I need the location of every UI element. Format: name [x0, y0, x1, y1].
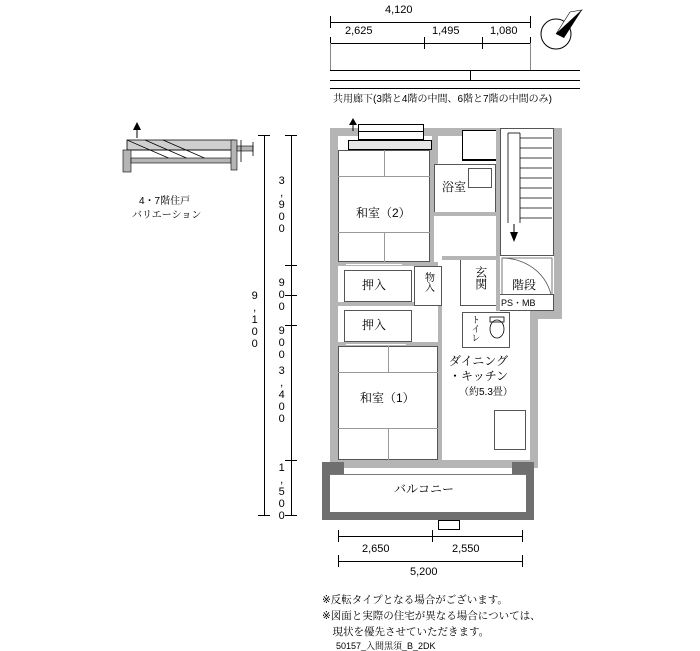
washitsu1-tatami-line3	[388, 346, 389, 372]
top-ext-line-right	[530, 43, 531, 71]
partition-wall-mid-h2	[338, 302, 414, 306]
variation-sketch	[115, 122, 260, 187]
bottom-seg-2: 2,550	[452, 543, 480, 555]
bottom-total-dim-line	[338, 561, 522, 562]
left-seg-2-3: 900 900	[275, 277, 288, 361]
bottom-seg-tick-1	[432, 530, 433, 542]
left-seg-tick-4	[285, 460, 297, 461]
variation-label-1: 4・7階住戸	[139, 196, 191, 207]
left-total-dimension: 9,100	[248, 290, 261, 350]
closet-lower-label: 押入	[362, 318, 387, 332]
corridor-line-step	[470, 70, 471, 80]
plan-wall-left	[330, 128, 338, 468]
kitchen-counter	[494, 410, 526, 450]
partition-wall-vert-dk	[438, 306, 442, 460]
corridor-line-mid-right	[470, 80, 580, 81]
left-total-tick-top	[258, 135, 270, 136]
bottom-seg-tick-0	[338, 530, 339, 542]
variation-label-2: バリエーション	[132, 210, 202, 221]
balcony-inner-line	[330, 474, 526, 475]
dk-label-1: ダイニング	[449, 354, 509, 368]
washitsu2-tatami-line2	[384, 150, 385, 176]
partition-wall-vert-bath	[430, 150, 434, 262]
corridor-line-bottom	[330, 88, 580, 89]
bottom-total-tick-left	[338, 555, 339, 567]
balcony-rail-front	[322, 512, 534, 520]
note-line-2: ※図面と実際の住宅が異なる場合については、	[322, 610, 541, 622]
balcony-wall-right	[512, 462, 534, 474]
genkan-label: 玄関	[473, 266, 488, 290]
sliding-door-2	[346, 344, 406, 345]
note-line-3: 現状を優先させていただきます。	[322, 626, 490, 638]
top-seg-tick-2	[482, 37, 483, 49]
ps-mb-label: PS・MB	[501, 298, 536, 308]
plan-wall-right	[554, 128, 562, 318]
stairs-label: 階段	[512, 278, 537, 292]
top-total-dim-tick-left	[330, 16, 331, 28]
top-seg-tick-1	[424, 37, 425, 49]
note-line-1: ※反転タイプとなる場合がございます。	[322, 594, 508, 606]
bathtub	[468, 168, 492, 188]
bottom-seg-1: 2,650	[362, 543, 390, 555]
balcony-label: バルコニー	[394, 482, 455, 496]
top-seg-2: 1,495	[432, 25, 460, 37]
left-seg-5: 1,500	[275, 462, 288, 522]
left-seg-1: 3,900	[275, 175, 288, 235]
corridor-line-top	[330, 70, 580, 71]
closet-upper-label: 押入	[362, 278, 387, 292]
file-code-label: 50157_入間黒須_B_2DK	[336, 641, 436, 651]
dk-label-2: ・キッチン	[449, 369, 509, 383]
toilet-label: トイレ	[470, 315, 481, 342]
left-total-tick-bottom	[258, 515, 270, 516]
partition-wall-bath-bottom	[434, 212, 500, 216]
top-window-line	[358, 131, 424, 132]
washitsu1-tatami-line1	[338, 372, 438, 373]
top-seg-3: 1,080	[490, 25, 518, 37]
bottom-seg-tick-2	[522, 530, 523, 542]
washitsu1-label: 和室（1）	[360, 391, 415, 405]
top-total-dim-tick-right	[530, 16, 531, 28]
stairs-icon	[500, 128, 554, 256]
washitsu2-tatami-line3	[384, 232, 385, 262]
bottom-total-tick-right	[522, 555, 523, 567]
corridor-label: 共用廊下(3階と4階の中間、6階と7階の中間のみ)	[333, 94, 552, 105]
dk-label-3: （約5.3畳）	[459, 387, 513, 398]
top-window-unit	[358, 124, 424, 140]
top-total-dim-line	[330, 22, 530, 23]
left-seg-tick-1	[285, 265, 297, 266]
corridor-line-mid-left	[330, 80, 470, 81]
bottom-total-dimension: 5,200	[410, 566, 438, 578]
left-total-dim-line	[264, 135, 265, 515]
washitsu1-tatami-line4	[388, 428, 389, 460]
compass-icon	[536, 8, 586, 54]
plan-wall-bottom	[330, 460, 538, 468]
washitsu2-tatami-line4	[338, 232, 430, 233]
partition-wall-stairs-left	[496, 128, 500, 311]
washitsu2-tatami-line1	[338, 176, 430, 177]
left-seg-tick-0	[285, 135, 297, 136]
toilet-fixture-icon	[488, 316, 508, 344]
balcony-wall-left	[322, 462, 344, 474]
plan-wall-right-step	[530, 311, 562, 319]
top-total-dimension: 4,120	[385, 4, 413, 16]
top-seg-1: 2,625	[345, 25, 373, 37]
washitsu2-label: 和室（2）	[356, 206, 411, 220]
bathroom-label: 浴室	[442, 180, 467, 194]
sliding-door-1	[346, 264, 402, 265]
top-seg-dim-line	[330, 43, 530, 44]
left-seg-4: 3,400	[275, 365, 288, 425]
bottom-seg-dim-line	[338, 536, 522, 537]
top-balconette	[348, 140, 432, 150]
partition-wall-genkan-top	[442, 256, 500, 260]
storage-label: 物入	[422, 272, 434, 292]
top-window-arrow-icon	[346, 118, 360, 132]
balcony-drain	[438, 520, 460, 530]
plan-wall-right-lower	[530, 318, 538, 468]
top-ext-line-left	[330, 43, 331, 71]
